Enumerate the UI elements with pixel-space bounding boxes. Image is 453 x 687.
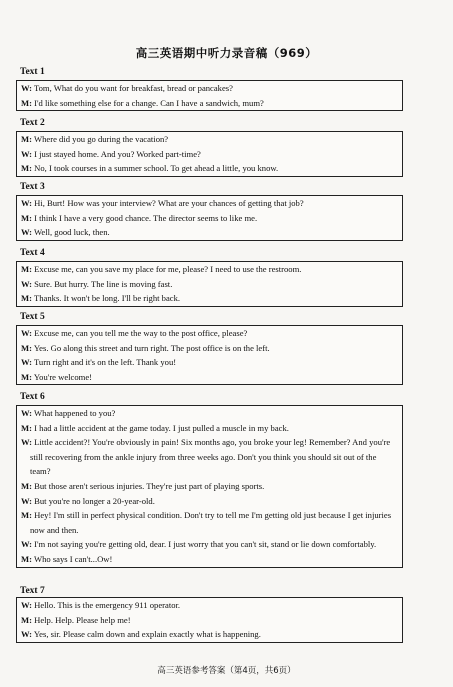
dialogue-line: M: Yes. Go along this street and turn right. The post office is on the left.: [21, 342, 270, 353]
dialogue-line: M: You're welcome!: [21, 371, 93, 382]
dialogue-line: M: Hey! I'm still in perfect physical condition. Don't try to tell me I'm getting old just because I get injuries now and then.: [21, 510, 392, 535]
text-7-label: Text 7: [20, 586, 45, 596]
text-4-box: [16, 261, 403, 307]
dialogue-line: W: Sure. But hurry. The line is moving fast.: [21, 278, 173, 289]
dialogue-line: W: What happened to you?: [21, 408, 116, 418]
dialogue-line: M: Who says I can't...Ow!: [21, 553, 113, 564]
page-title: 高三英语期中听力录音稿（969）: [135, 46, 318, 60]
dialogue-line: W: Excuse me, can you tell me the way to the post office, please?: [21, 328, 248, 338]
text-6-box: [16, 405, 403, 568]
dialogue-line: M: I think I have a very good chance. The director seems to like me.: [21, 212, 258, 223]
text-2-box: [16, 131, 403, 177]
dialogue-line: W: Little accident?! You're obviously in pain! Six months ago, you broke your leg! Remember? And you're still recovering from the ankle injury from three weeks ago. Don't you think you should sit out of the team?: [21, 437, 391, 477]
dialogue-line: M: But those aren't serious injuries. They're just part of playing sports.: [21, 480, 265, 491]
dialogue-line: W: Hi, Burt! How was your interview? What are your chances of getting that job?: [21, 198, 304, 208]
text-5-box: [16, 325, 403, 385]
dialogue-line: W: Turn right and it's on the left. Thank you!: [21, 357, 177, 368]
dialogue-line: M: Where did you go during the vacation?: [21, 134, 169, 144]
text-6-label: Text 6: [20, 392, 45, 402]
dialogue-line: W: But you're no longer a 20-year-old.: [21, 495, 155, 506]
text-3-box: [16, 195, 403, 241]
dialogue-line: W: Well, good luck, then.: [21, 227, 110, 238]
text-1-box: [16, 80, 403, 111]
dialogue-line: M: Excuse me, can you save my place for me, please? I need to use the restroom.: [21, 264, 302, 274]
text-2-label: Text 2: [20, 118, 45, 128]
dialogue-line: W: Hello. This is the emergency 911 operator.: [21, 600, 181, 610]
dialogue-line: M: Help. Help. Please help me!: [21, 614, 131, 625]
dialogue-line: M: No, I took courses in a summer school. To get ahead a little, you know.: [21, 163, 279, 174]
text-7-box: [16, 597, 403, 643]
dialogue-line: W: I'm not saying you're getting old, dear. I just worry that you can't sit, stand or lie down comfortably.: [21, 539, 377, 550]
text-1-label: Text 1: [20, 67, 45, 77]
text-5-label: Text 5: [20, 312, 45, 322]
dialogue-line: W: I just stayed home. And you? Worked part-time?: [21, 148, 201, 159]
dialogue-line: W: Tom, What do you want for breakfast, bread or pancakes?: [21, 83, 233, 93]
page-footer: 高三英语参考答案（第4页，共6页）: [157, 666, 296, 676]
dialogue-line: W: Yes, sir. Please calm down and explain exactly what is happening.: [21, 629, 261, 640]
dialogue-line: M: I had a little accident at the game today. I just pulled a muscle in my back.: [21, 422, 289, 433]
text-4-label: Text 4: [20, 248, 45, 258]
dialogue-line: M: I'd like something else for a change. Can I have a sandwich, mum?: [21, 97, 264, 108]
text-3-label: Text 3: [20, 182, 45, 192]
dialogue-line: M: Thanks. It won't be long. I'll be right back.: [21, 293, 181, 304]
